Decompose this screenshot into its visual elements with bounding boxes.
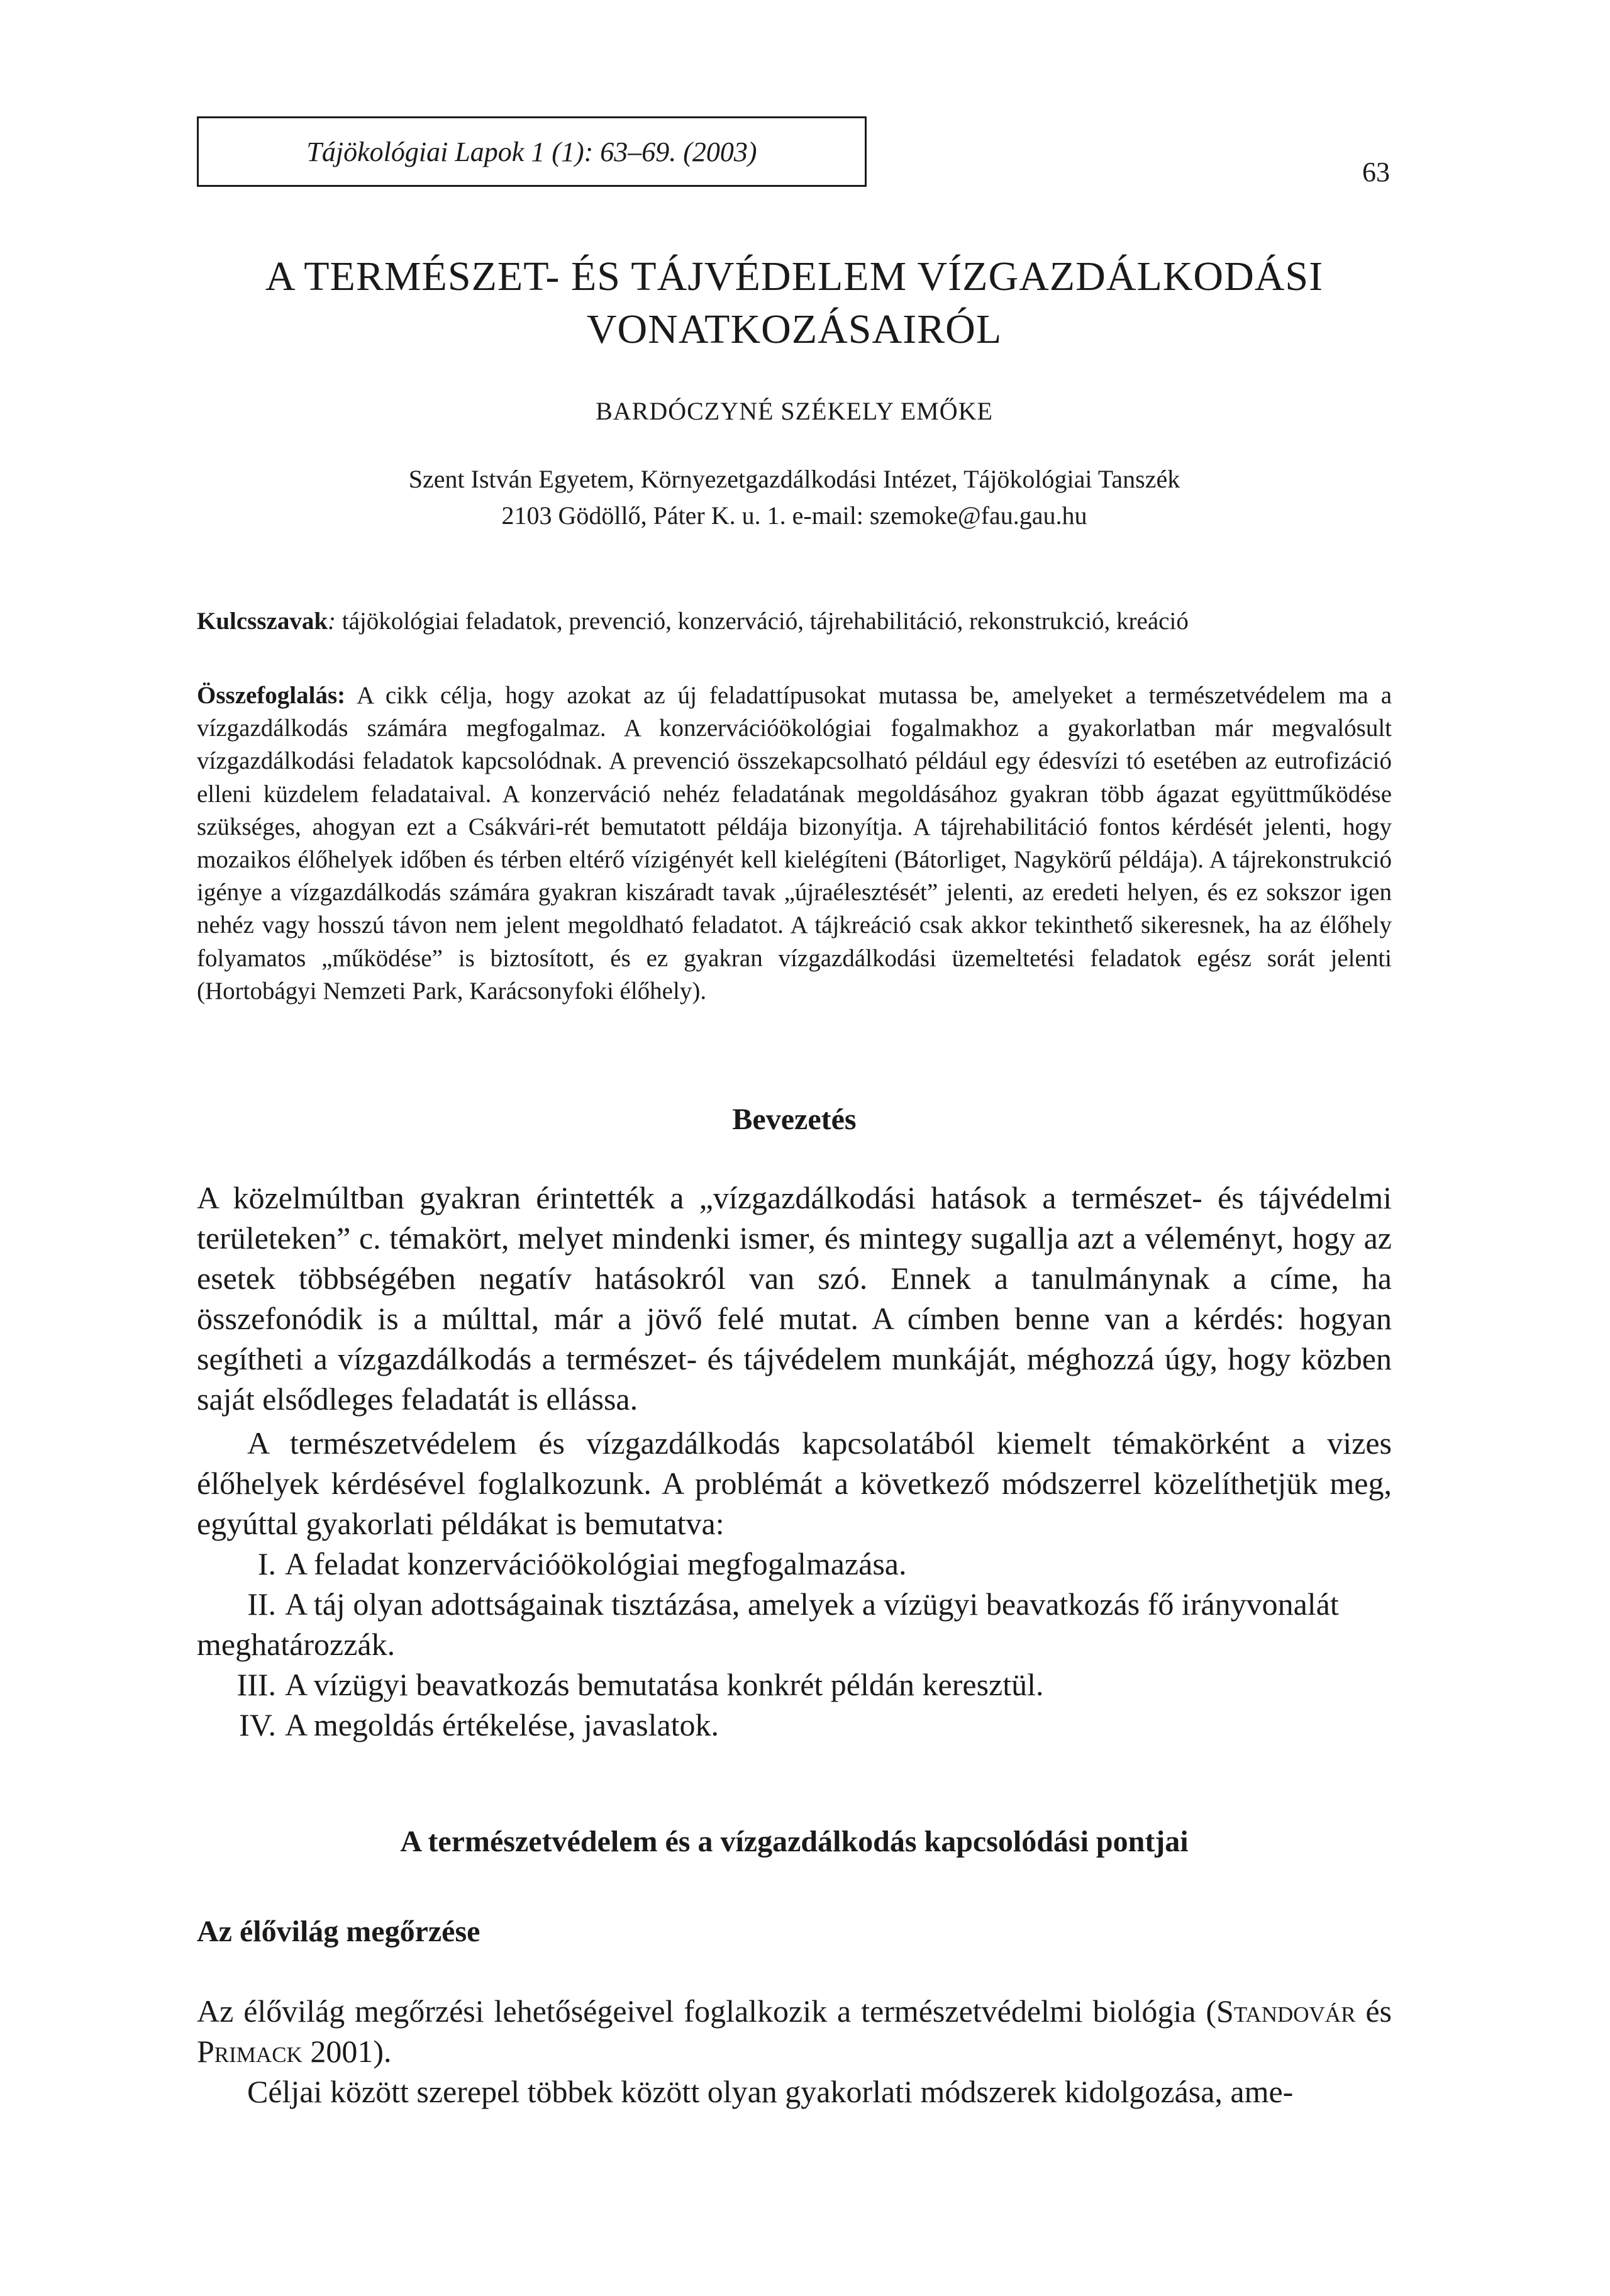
list-item: [197, 1584, 1392, 1664]
journal-citation-box: [197, 116, 867, 187]
list-item-number: IV.: [239, 1707, 276, 1742]
cited-author-1: Standovár: [1216, 1993, 1356, 2029]
list-item-text: A feladat konzervációökológiai megfogalmazása.: [285, 1546, 907, 1581]
subsection-heading: Az élővilág megőrzése: [197, 1915, 480, 1948]
list-item-number: II.: [247, 1586, 276, 1622]
p1-text-c: 2001).: [302, 2034, 392, 2069]
affiliation: [197, 461, 1392, 534]
abstract-text: A cikk célja, hogy azokat az új feladattípusokat mutassa be, amelyeket a természetvédelem ma a vízgazdálkodás számára megfogalmaz. A konzervációökológiai fogalmakhoz a gyakorlatban már megvalósult vízgazdálkodási feladatok kapcsolódnak. A prevenció összekapcsolható például egy édesvízi tó esetében az eutrofizáció elleni küzdelem feladataival. A konzerváció nehéz feladatának megoldásához gyakran több ágazat együttműködése szükséges, ahogyan ezt a Csákvári-rét bemutatott példája bizonyítja. A tájrehabilitáció fontos kérdését jelenti, hogy mozaikos élőhelyek időben és térben eltérő vízigényét kell kielégíteni (Bátorliget, Nagykörű példája). A tájrekonstrukció igénye a vízgazdálkodás számára gyakran kiszáradt tavak „újraélesztését” jelenti, az eredeti helyen, és ez sokszor igen nehéz vagy hosszú távon nem jelent megoldható feladatot. A tájkreáció csak akkor tekinthető sikeresnek, ha az élőhely folyamatos „működése” is biztosított, és ez gyakran vízgazdálkodási üzemeltetési feladatok egész sorát jelenti (Hortobágyi Nemzeti Park, Karácsonyfoki élőhely).: [197, 682, 1392, 1005]
article-title: [197, 250, 1392, 356]
keywords-colon: :: [328, 608, 336, 635]
abstract: [197, 679, 1392, 1008]
list-item: [197, 1544, 1392, 1584]
list-item: [197, 1664, 1392, 1705]
intro-paragraph-2: A természetvédelem és vízgazdálkodás kapcsolatából kiemelt témakörként a vizes élőhelyek kérdésével foglalkozunk. A problémát a következő módszerrel közelíthetjük meg, egyúttal gyakorlati példákat is bemutatva:: [197, 1425, 1392, 1541]
intro-paragraph-1: A közelmúltban gyakran érintették a „vízgazdálkodási hatások a természet- és tájvédelmi területeken” c. témakört, melyet mindenki ismer, és mintegy sugallja azt a véleményt, hogy az esetek többségében negatív hatásokról van szó. Ennek a tanulmánynak a címe, ha összefonódik is a múlttal, már a jövő felé mutat. A címben benne van a kérdés: hogyan segítheti a vízgazdálkodás a természet- és tájvédelem munkáját, méghozzá úgy, hogy közben saját elsődleges feladatát is ellássa.: [197, 1180, 1392, 1417]
keywords-text: tájökológiai feladatok, prevenció, konzerváció, tájrehabilitáció, rekonstrukció, kreáció: [336, 608, 1189, 635]
relation-paragraph-2: Céljai között szerepel többek között olyan gyakorlati módszerek kidolgozása, ame-: [247, 2074, 1294, 2109]
list-item-number: I.: [257, 1546, 276, 1581]
keywords-label: Kulcsszavak: [197, 608, 328, 635]
relation-paragraph-1: [197, 1991, 1392, 2071]
list-item-continuation: meghatározzák.: [197, 1627, 396, 1662]
list-item-text: A táj olyan adottságainak tisztázása, amelyek a vízügyi beavatkozás fő irányvonalát: [285, 1586, 1339, 1622]
page-number: 63: [1362, 157, 1390, 187]
p1-text-a: Az élővilág megőrzési lehetőségeivel foglalkozik a természetvédelmi biológia (: [197, 1993, 1217, 2029]
p1-text-b: és: [1355, 1993, 1392, 2029]
author-name: BARDÓCZYNÉ SZÉKELY EMŐKE: [596, 397, 993, 425]
method-list: [197, 1544, 1392, 1745]
affiliation-line-1: Szent István Egyetem, Környezetgazdálkodási Intézet, Tájökológiai Tanszék: [408, 465, 1180, 493]
title-line-1: A TERMÉSZET- ÉS TÁJVÉDELEM VÍZGAZDÁLKODÁSI: [265, 254, 1324, 299]
list-item: [197, 1705, 1392, 1745]
section-heading-introduction: Bevezetés: [732, 1103, 857, 1136]
list-item-number: III.: [236, 1667, 276, 1702]
section-heading-relation: A természetvédelem és a vízgazdálkodás kapcsolódási pontjai: [400, 1825, 1189, 1858]
list-item-text: A vízügyi beavatkozás bemutatása konkrét példán keresztül.: [285, 1667, 1044, 1702]
list-item-text: A megoldás értékelése, javaslatok.: [285, 1707, 719, 1742]
affiliation-line-2: 2103 Gödöllő, Páter K. u. 1. e-mail: szemoke@fau.gau.hu: [501, 501, 1087, 530]
title-line-2: VONATKOZÁSAIRÓL: [586, 306, 1002, 352]
abstract-label: Összefoglalás:: [197, 682, 346, 709]
journal-citation: Tájökológiai Lapok 1 (1): 63–69. (2003): [306, 136, 757, 167]
keywords: [197, 605, 1392, 638]
cited-author-2: Primack: [197, 2034, 303, 2069]
